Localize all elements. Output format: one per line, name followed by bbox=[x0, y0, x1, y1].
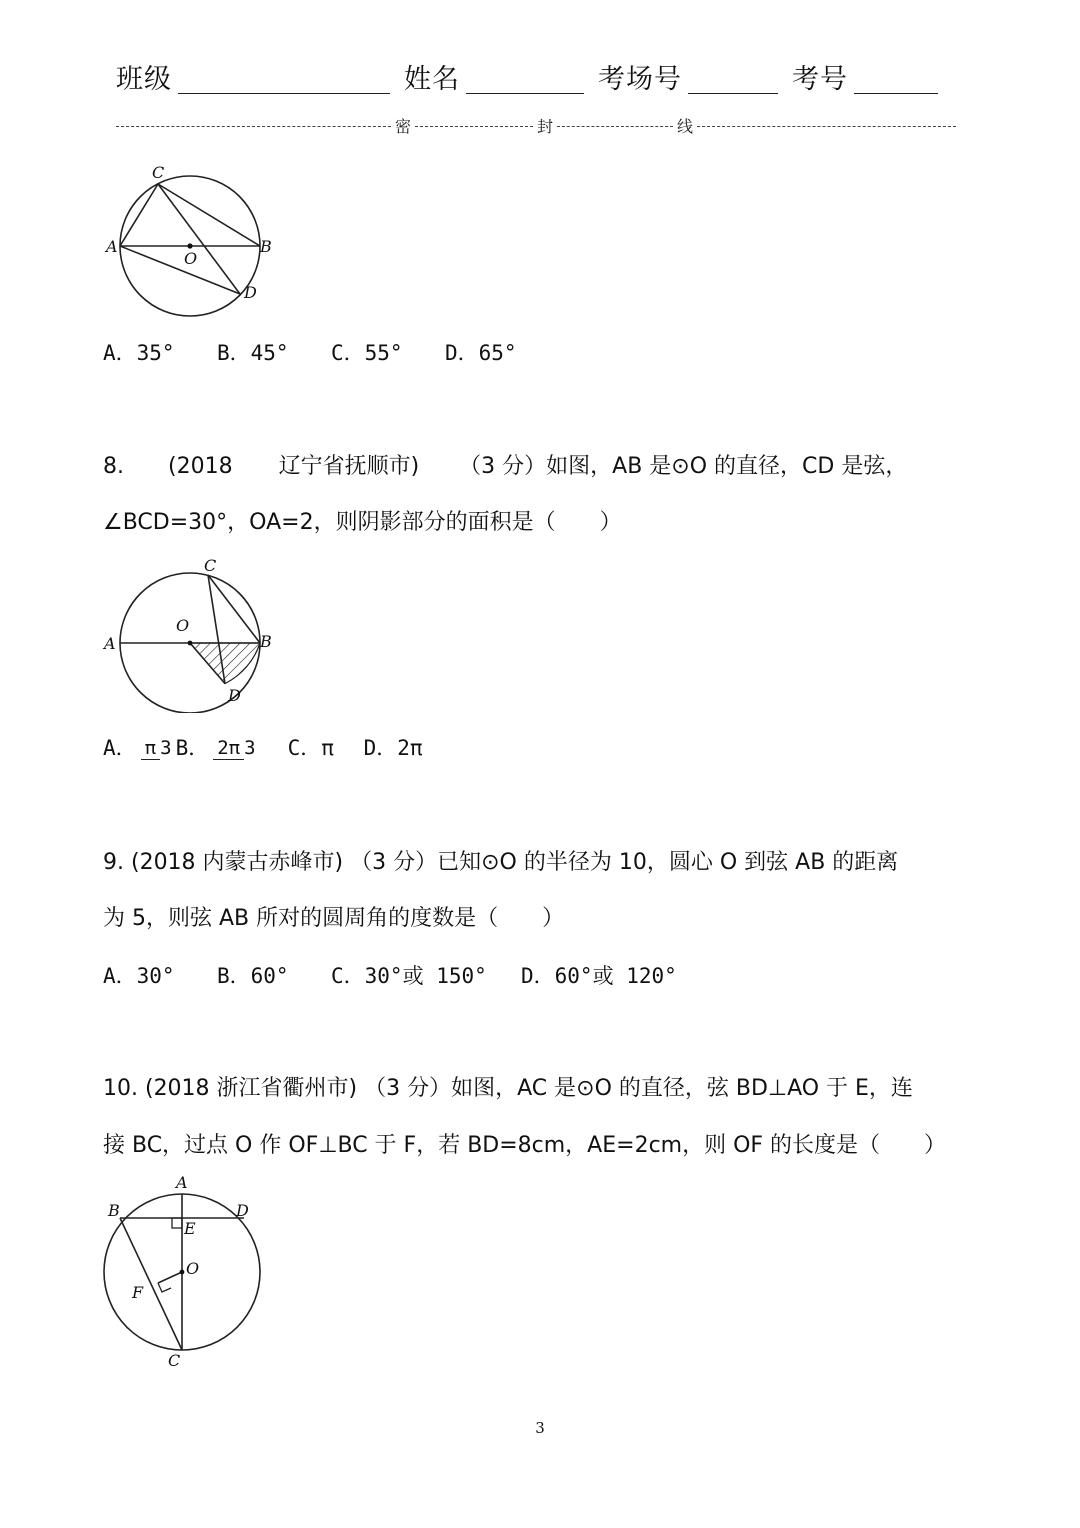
q8-option-c[interactable]: C．π bbox=[287, 736, 334, 760]
class-label: 班级 bbox=[116, 64, 172, 95]
q9-stem-line1: 9. (2018 内蒙古赤峰市) （3 分）已知⊙O 的半径为 10，圆心 O 到弦 AB 的距离 bbox=[103, 850, 899, 875]
q8-option-a-fraction: π 3 bbox=[141, 737, 172, 760]
q9-options bbox=[103, 961, 677, 991]
q7-center-dot bbox=[187, 243, 192, 248]
class-field[interactable] bbox=[178, 63, 390, 94]
q9-option-c[interactable]: C．30°或 150° bbox=[331, 964, 487, 988]
q9-stem-line2: 为 5，则弦 AB 所对的圆周角的度数是（ ） bbox=[103, 906, 565, 931]
q7-option-d[interactable]: D．65° bbox=[445, 341, 517, 365]
exam-no-label: 考号 bbox=[792, 64, 848, 95]
q7-label-b: B bbox=[260, 237, 272, 256]
q8-option-d[interactable]: D．2π bbox=[363, 736, 423, 760]
q7-options bbox=[103, 338, 517, 368]
q10-label-f: F bbox=[132, 1283, 144, 1302]
q7-label-o: O bbox=[184, 249, 198, 268]
exam-header bbox=[116, 52, 952, 96]
q8-option-b-label: B． bbox=[175, 736, 210, 760]
seal-char-xian: 线 bbox=[677, 117, 694, 136]
q8-options bbox=[103, 722, 423, 774]
q8-stem-rest: （3 分）如图，AB 是⊙O 的直径，CD 是弦， bbox=[459, 454, 908, 479]
q7-label-d: D bbox=[244, 283, 257, 302]
q7-label-c: C bbox=[152, 163, 165, 182]
exam-no-field[interactable] bbox=[854, 63, 938, 94]
q8-stem-line2: ∠BCD=30°，OA=2，则阴影部分的面积是（ ） bbox=[103, 510, 622, 535]
page-number: 3 bbox=[535, 1419, 545, 1437]
q8-option-a-label: A． bbox=[103, 736, 137, 760]
q8-region: 辽宁省抚顺市) bbox=[278, 454, 420, 479]
room-label: 考场号 bbox=[598, 64, 682, 95]
q8-label-a: A bbox=[104, 634, 116, 653]
q8-label-d: D bbox=[228, 686, 241, 705]
q8-label-c: C bbox=[204, 556, 217, 575]
q9-option-b[interactable]: B．60° bbox=[217, 964, 289, 988]
q7-option-c[interactable]: C．55° bbox=[331, 341, 403, 365]
q7-label-a: A bbox=[106, 237, 118, 256]
q10-label-b: B bbox=[108, 1201, 120, 1220]
q8-year: (2018 bbox=[168, 454, 233, 479]
seal-line bbox=[116, 114, 956, 137]
name-label: 姓名 bbox=[404, 64, 460, 95]
q8-shaded-sector bbox=[190, 643, 260, 684]
q10-label-a: A bbox=[176, 1173, 188, 1192]
q8-option-b-fraction: 2π 3 bbox=[213, 737, 255, 760]
q10-stem-line1: 10. (2018 浙江省衢州市) （3 分）如图，AC 是⊙O 的直径，弦 BD⊥AO 于 E，连 bbox=[103, 1076, 913, 1101]
q8-number: 8. bbox=[103, 454, 124, 479]
q8-label-o: O bbox=[176, 616, 190, 635]
q10-label-o: O bbox=[186, 1259, 200, 1278]
seal-char-mi: 密 bbox=[395, 117, 412, 136]
q9-option-a[interactable]: A．30° bbox=[103, 964, 175, 988]
q10-label-d: D bbox=[236, 1201, 249, 1220]
q10-stem-line2: 接 BC，过点 O 作 OF⊥BC 于 F，若 BD=8cm，AE=2cm，则 OF 的长度是（ ） bbox=[103, 1133, 947, 1158]
q10-label-c: C bbox=[168, 1351, 181, 1370]
q8-stem-line1 bbox=[103, 452, 907, 482]
q7-option-b[interactable]: B．45° bbox=[217, 341, 289, 365]
q8-figure bbox=[100, 555, 290, 713]
q7-figure bbox=[100, 158, 290, 318]
q10-figure bbox=[98, 1170, 273, 1370]
q10-label-e: E bbox=[184, 1219, 196, 1238]
q8-option-a[interactable] bbox=[103, 733, 176, 763]
room-field[interactable] bbox=[688, 63, 778, 94]
name-field[interactable] bbox=[466, 63, 584, 94]
q8-label-b: B bbox=[260, 632, 272, 651]
seal-char-feng: 封 bbox=[537, 117, 554, 136]
q9-option-d[interactable]: D．60°或 120° bbox=[521, 964, 677, 988]
q7-option-a[interactable]: A．35° bbox=[103, 341, 175, 365]
q8-option-b[interactable] bbox=[176, 733, 260, 763]
